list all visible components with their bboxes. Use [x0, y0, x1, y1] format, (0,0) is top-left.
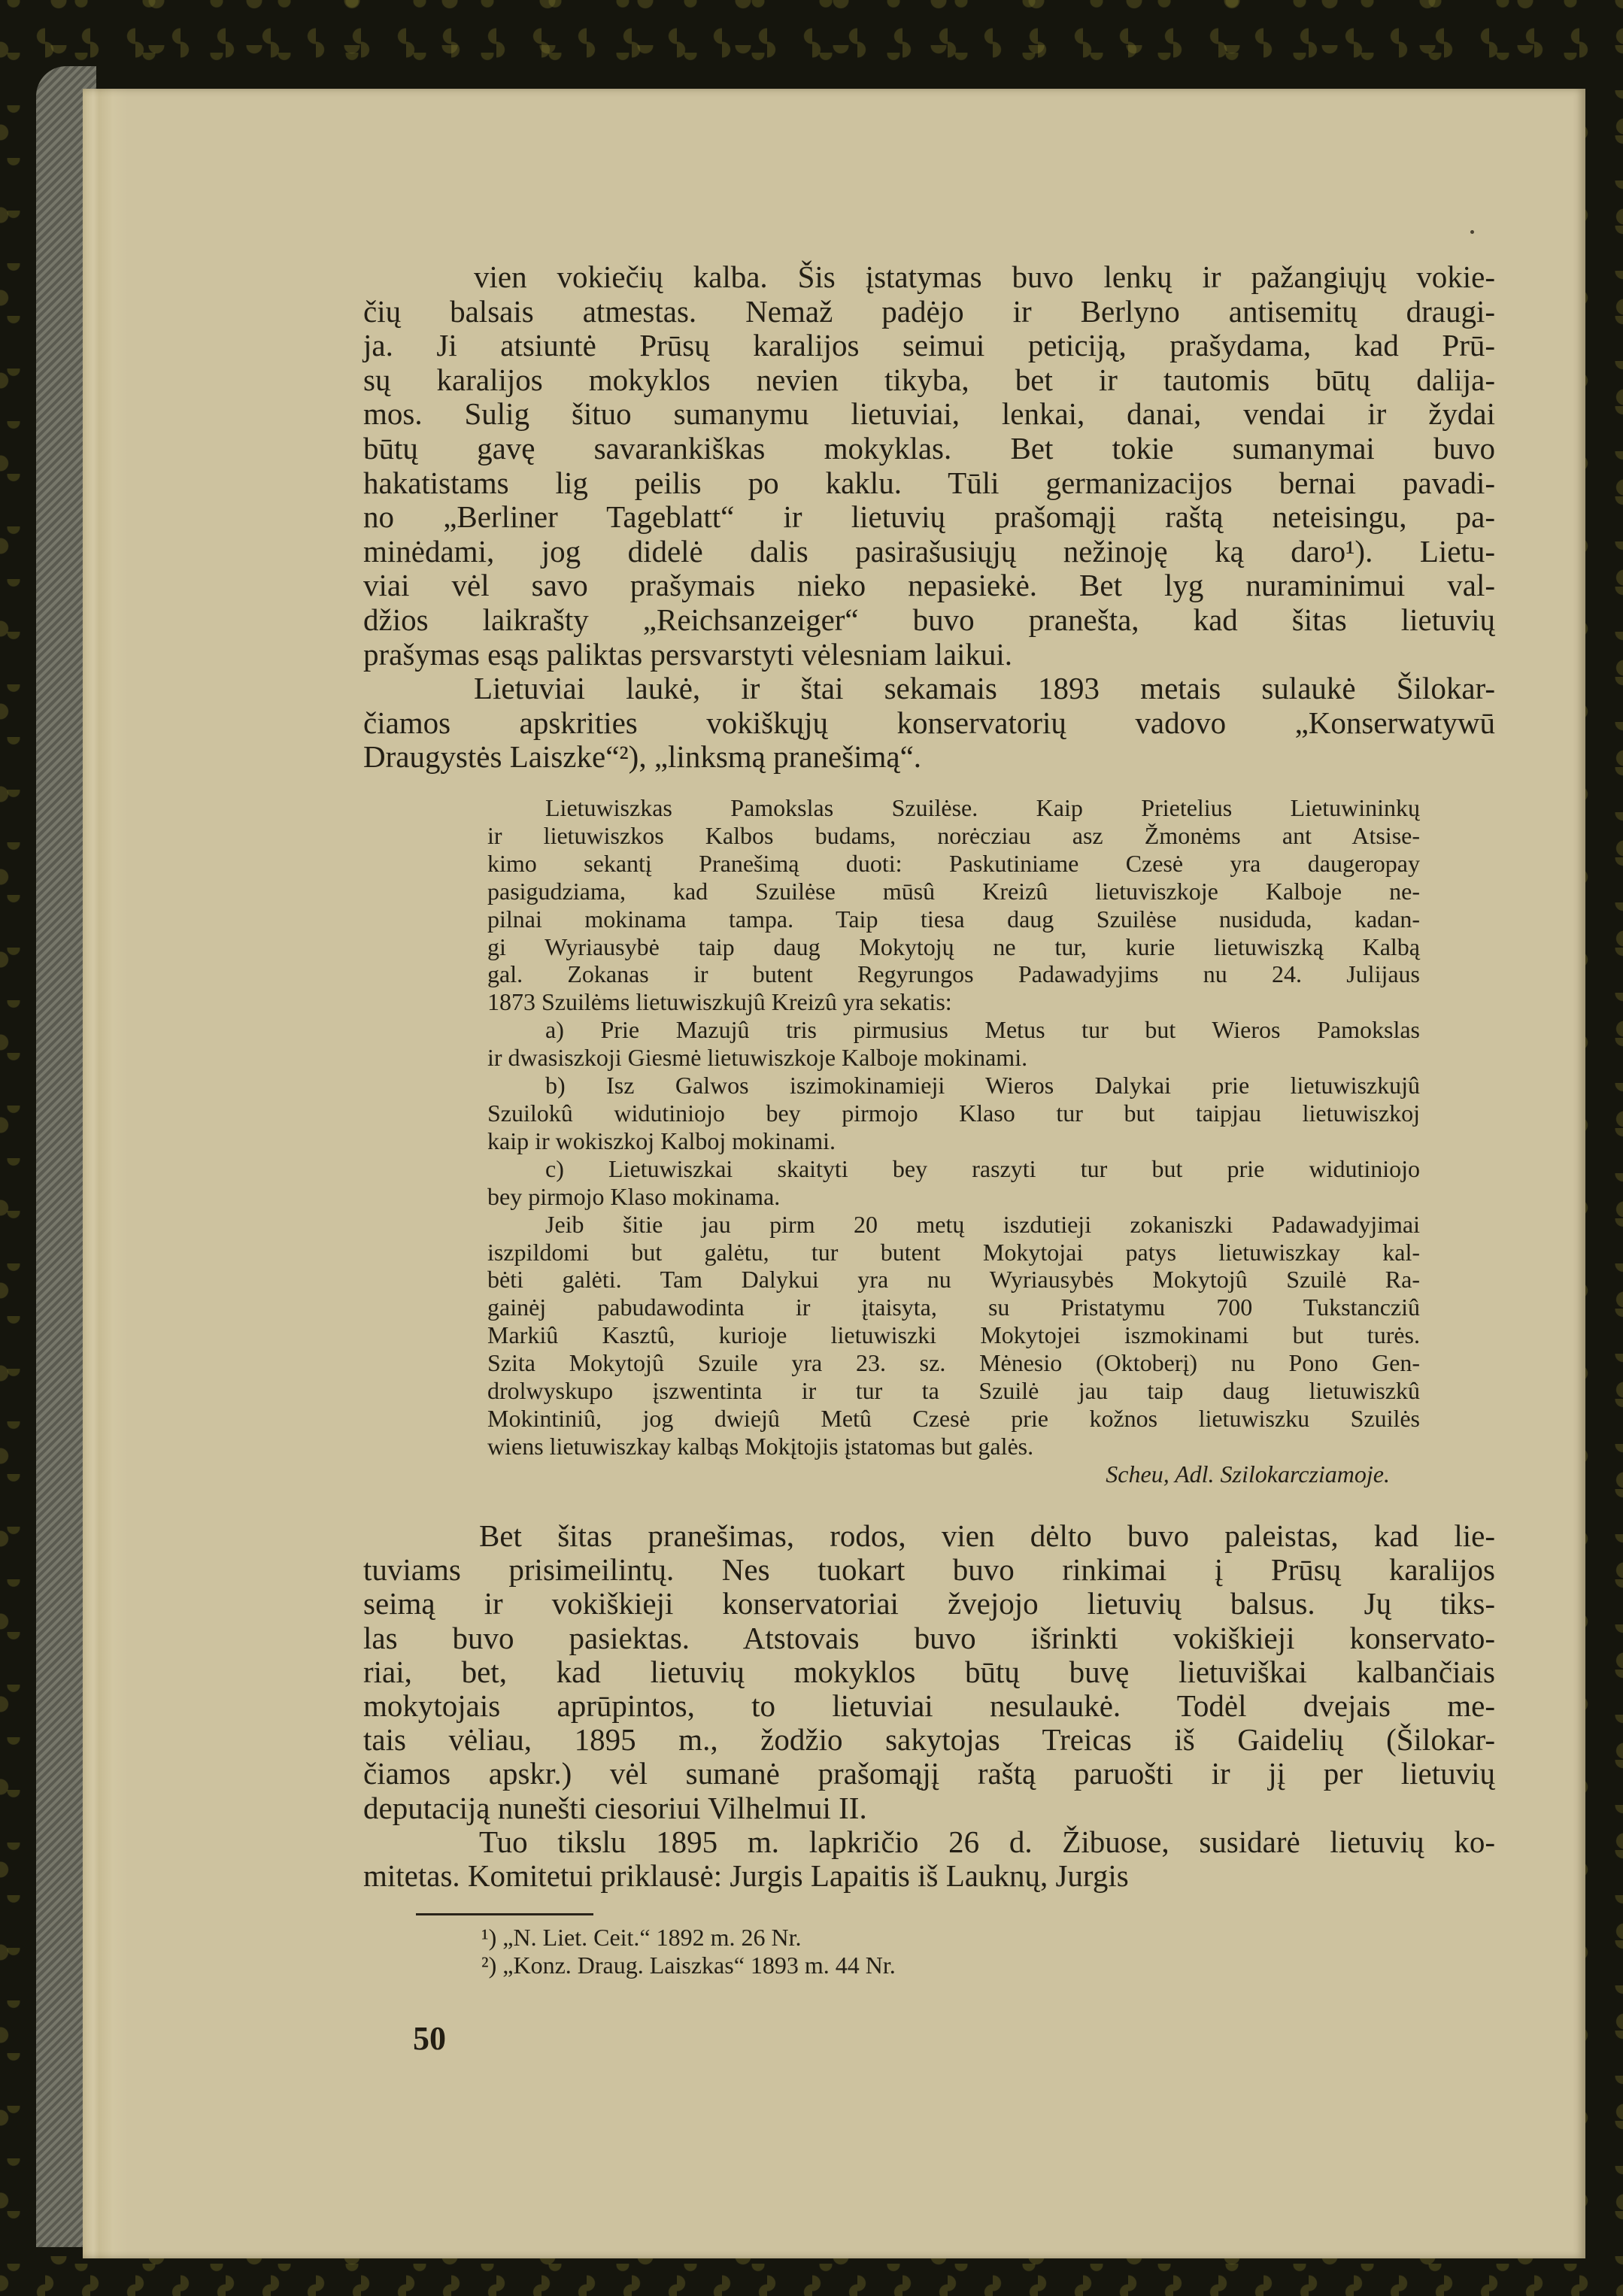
- text-line: Markiû Kasztû, kurioje lietuwiszki Mokytojei iszmokinami but turės.: [487, 1321, 1420, 1349]
- text-line: seimą ir vokiškieji konservatoriai žvejojo lietuvių balsus. Jų tiks-: [363, 1586, 1495, 1621]
- text-line: wiens lietuwiszkay kalbąs Mokįtojis įstatomas but galės.: [487, 1432, 1034, 1460]
- text-line: riai, bet, kad lietuvių mokyklos būtų buvę lietuviškai kalbančiais: [363, 1654, 1495, 1689]
- text-line: 1873 Szuilėms lietuwiszkujû Kreizû yra sekatis:: [487, 988, 952, 1016]
- text-line: b) Isz Galwos iszimokinamieji Wieros Dalykai prie lietuwiszkujû: [545, 1072, 1420, 1099]
- text-line: hakatistams lig peilis po kaklu. Tūli germanizacijos bernai pavadi-: [363, 465, 1495, 500]
- text-line: čiamos apskr.) vėl sumanė prašomąjį raštą paruošti ir jį per lietuvių: [363, 1756, 1495, 1791]
- text-line: Mokintiniû, jog dwiejû Metû Czesė prie kožnos lietuwiszku Szuilės: [487, 1404, 1420, 1432]
- text-line: tuviams prisimeilintų. Nes tuokart buvo rinkimai į Prūsų karalijos: [363, 1552, 1495, 1588]
- text-line: ja. Ji atsiuntė Prūsų karalijos seimui peticiją, prašydama, kad Prū-: [363, 328, 1495, 363]
- text-line: pilnai mokinama tampa. Taip tiesa daug Szuilėse nusiduda, kadan-: [487, 905, 1420, 933]
- text-line: čiamos apskrities vokiškųjų konservatorių vadovo „Konserwatywū: [363, 705, 1495, 740]
- text-line: mokytojais aprūpintos, to lietuviai nesulaukė. Todėl dvejais me-: [363, 1688, 1495, 1724]
- footnote-rule: [416, 1913, 593, 1915]
- quoted-notice: [487, 794, 1420, 1488]
- footnote-1: ¹) „N. Liet. Ceit.“ 1892 m. 26 Nr.: [481, 1924, 802, 1951]
- text-line: a) Prie Mazujû tris pirmusius Metus tur but Wieros Pamokslas: [545, 1016, 1420, 1044]
- text-line: Draugystės Laiszke“²), „linksmą pranešimą“.: [363, 739, 922, 775]
- text-line: no „Berliner Tageblatt“ ir lietuvių prašomąjį raštą neteisingu, pa-: [363, 499, 1495, 535]
- text-line: Szuilokû widutiniojo bey pirmojo Klaso tur but taipjau lietuwiszkoj: [487, 1099, 1420, 1127]
- text-line: Lietuwiszkas Pamokslas Szuilėse. Kaip Prietelius Lietuwininkų: [545, 794, 1420, 821]
- text-line: Jeib šitie jau pirm 20 metų iszdutieji zokaniszki Padawadyjimai: [545, 1210, 1420, 1238]
- page-number: 50: [413, 2020, 446, 2057]
- text-line: džios laikrašty „Reichsanzeiger“ buvo pranešta, kad šitas lietuvių: [363, 602, 1495, 637]
- text-line: ir lietuwiszkos Kalbos budams, norėcziau asz Žmonėms ant Atsise-: [487, 821, 1420, 849]
- text-line: mos. Sulig šituo sumanymu lietuviai, lenkai, danai, vendai ir žydai: [363, 396, 1495, 432]
- text-line: bey pirmojo Klaso mokinama.: [487, 1182, 781, 1210]
- text-line: gal. Zokanas ir butent Regyrungos Padawadyjims nu 24. Julijaus: [487, 960, 1420, 988]
- text-line: mitetas. Komitetui priklausė: Jurgis Lapaitis iš Lauknų, Jurgis: [363, 1858, 1129, 1894]
- text-line: iszpildomi but galėtu, tur butent Mokytojai patys lietuwiszkay kal-: [487, 1238, 1420, 1266]
- text-line: las buvo pasiektas. Atstovais buvo išrinkti vokiškieji konservato-: [363, 1620, 1495, 1655]
- text-line: Lietuviai laukė, ir štai sekamais 1893 metais sulaukė Šilokar-: [474, 671, 1495, 706]
- paragraph-1: [363, 260, 1495, 775]
- quote-signature: Scheu, Adl. Szilokarcziamoje.: [1106, 1460, 1390, 1488]
- footnote-2: ²) „Konz. Draug. Laiszkas“ 1893 m. 44 Nr.: [481, 1952, 896, 1979]
- text-line: drolwyskupo įszwentinta ir tur ta Szuilė jau taip daug lietuwiszkû: [487, 1377, 1420, 1405]
- text-line: tais vėliau, 1895 m., žodžio sakytojas Treicas iš Gaidelių (Šilokar-: [363, 1722, 1495, 1758]
- text-line: ir dwasiszkoji Giesmė lietuwiszkoje Kalboje mokinami.: [487, 1044, 1028, 1072]
- text-line: Bet šitas pranešimas, rodos, vien dėlto buvo paleistas, kad lie-: [479, 1518, 1495, 1553]
- text-line: bėti galėti. Tam Dalykui yra nu Wyriausybės Mokytojû Szuilė Ra-: [487, 1266, 1420, 1294]
- text-line: Szita Mokytojû Szuile yra 23. sz. Mėnesio (Oktoberį) nu Pono Gen-: [487, 1349, 1420, 1377]
- text-line: viai vėl savo prašymais nieko nepasiekė. Bet lyg nuraminimui val-: [363, 568, 1495, 603]
- footnotes: [481, 1924, 896, 1979]
- text-line: minėdami, jog didelė dalis pasirašusiųjų nežinoję ką daro¹). Lietu-: [363, 533, 1495, 569]
- text-line: vien vokiečių kalba. Šis įstatymas buvo lenkų ir pažangiųjų vokie-: [474, 259, 1495, 294]
- paragraph-2: [363, 1519, 1495, 1893]
- text-line: čių balsais atmestas. Nemaž padėjo ir Berlyno antisemitų draugi-: [363, 293, 1495, 329]
- text-line: gi Wyriausybė taip daug Mokytojų ne tur, kurie lietuwiszką Kalbą: [487, 933, 1420, 960]
- paper-speck: [1470, 230, 1474, 234]
- text-line: sų karalijos mokyklos nevien tikyba, bet ir tautomis būtų dalija-: [363, 362, 1495, 397]
- text-line: kaip ir wokiszkoj Kalboj mokinami.: [487, 1127, 836, 1154]
- text-line: būtų gavę savarankiškas mokyklas. Bet tokie sumanymai buvo: [363, 430, 1495, 466]
- text-line: c) Lietuwiszkai skaityti bey raszyti tur but prie widutiniojo: [545, 1154, 1420, 1182]
- text-line: prašymas esąs paliktas persvarstyti vėlesniam laikui.: [363, 636, 1013, 672]
- text-line: gainėj pabudawodinta ir įtaisyta, su Pristatymu 700 Tukstancziû: [487, 1294, 1420, 1321]
- text-line: pasigudziama, kad Szuilėse mūsû Kreizû lietuviszkoje Kalboje ne-: [487, 877, 1420, 905]
- text-line: deputaciją nunešti ciesoriui Vilhelmui II.: [363, 1790, 867, 1825]
- text-line: kimo sekantį Pranešimą duoti: Paskutiniame Czesė yra daugeropay: [487, 849, 1420, 877]
- text-line: Tuo tikslu 1895 m. lapkričio 26 d. Žibuose, susidarė lietuvių ko-: [479, 1824, 1495, 1859]
